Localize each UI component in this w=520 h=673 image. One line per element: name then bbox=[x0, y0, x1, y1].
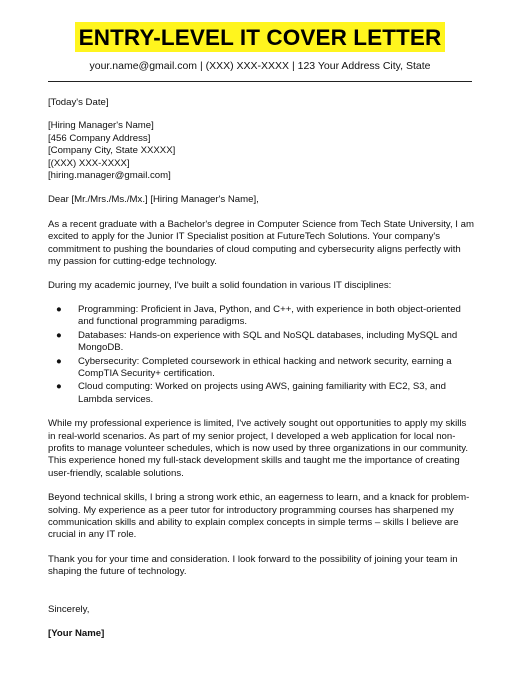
list-item bbox=[48, 381, 476, 406]
list-item bbox=[48, 356, 476, 381]
list-item bbox=[48, 304, 476, 329]
letter-body bbox=[48, 97, 476, 640]
recipient-city: [Company City, State XXXXX] bbox=[48, 145, 176, 157]
soft-skills-paragraph: Beyond technical skills, I bring a strong work ethic, an eagerness to learn, and a knack for problem-solving. My experience as a peer tutor for introductory programming courses has sharpened my communication skills and ability to explain complex concepts in simple terms – skills I believe are crucial in any IT role. bbox=[48, 492, 470, 541]
letter-date: [Today's Date] bbox=[48, 97, 109, 108]
recipient-phone: [(XXX) XXX-XXXX] bbox=[48, 157, 130, 169]
bullet-icon: ● bbox=[56, 355, 62, 367]
bullet-icon: ● bbox=[56, 381, 62, 393]
bullet-icon: ● bbox=[56, 329, 62, 341]
list-item-text: Databases: Hands-on experience with SQL and NoSQL databases, including MySQL and MongoDB. bbox=[78, 329, 458, 354]
recipient-street: [456 Company Address] bbox=[48, 132, 151, 144]
list-item-text: Cybersecurity: Completed coursework in ethical hacking and network security, earning a CompTIA Security+ certification. bbox=[78, 355, 452, 379]
contact-line: your.name@gmail.com | (XXX) XXX-XXXX | 123 Your Address City, State bbox=[89, 60, 431, 72]
skills-intro-paragraph: During my academic journey, I've built a solid foundation in various IT disciplines: bbox=[48, 280, 392, 292]
experience-paragraph: While my professional experience is limited, I've actively sought out opportunities to apply my skills in real-world scenarios. As part of my senior project, I developed a web application for local non-profits to manage volunteer schedules, which is now used by three organizations in our community. This experience honed my full-stack development skills and taught me the importance of creating user-friendly, scalable solutions. bbox=[48, 418, 469, 479]
header-divider bbox=[48, 81, 472, 82]
signature-name: [Your Name] bbox=[48, 628, 105, 639]
document-title: ENTRY-LEVEL IT COVER LETTER bbox=[75, 22, 446, 52]
signoff: Sincerely, bbox=[48, 603, 90, 615]
list-item-text: Programming: Proficient in Java, Python, and C++, with experience in both object-oriented and functional programming paradigms. bbox=[78, 303, 461, 328]
recipient-name: [Hiring Manager's Name] bbox=[48, 120, 154, 132]
salutation: Dear [Mr./Mrs./Ms./Mx.] [Hiring Manager's Name], bbox=[48, 194, 259, 206]
recipient-email: [hiring.manager@gmail.com] bbox=[48, 170, 171, 182]
closing-paragraph: Thank you for your time and consideration. I look forward to the possibility of joining your team in shaping the future of technology. bbox=[48, 553, 458, 578]
list-item bbox=[48, 330, 476, 355]
recipient-address bbox=[48, 120, 476, 182]
list-item-text: Cloud computing: Worked on projects using AWS, gaining familiarity with EC2, S3, and Lambda services. bbox=[78, 381, 446, 405]
title-wrapper bbox=[0, 22, 520, 52]
skills-list bbox=[48, 304, 476, 406]
bullet-icon: ● bbox=[56, 303, 62, 315]
intro-paragraph: As a recent graduate with a Bachelor's degree in Computer Science from Tech State University, I am excited to apply for the Junior IT Specialist position at FutureTech Solutions. Your company's commitment to pushing the boundaries of cloud computing and cybersecurity aligns perfectly with my passion for cutting-edge technology. bbox=[48, 218, 474, 268]
